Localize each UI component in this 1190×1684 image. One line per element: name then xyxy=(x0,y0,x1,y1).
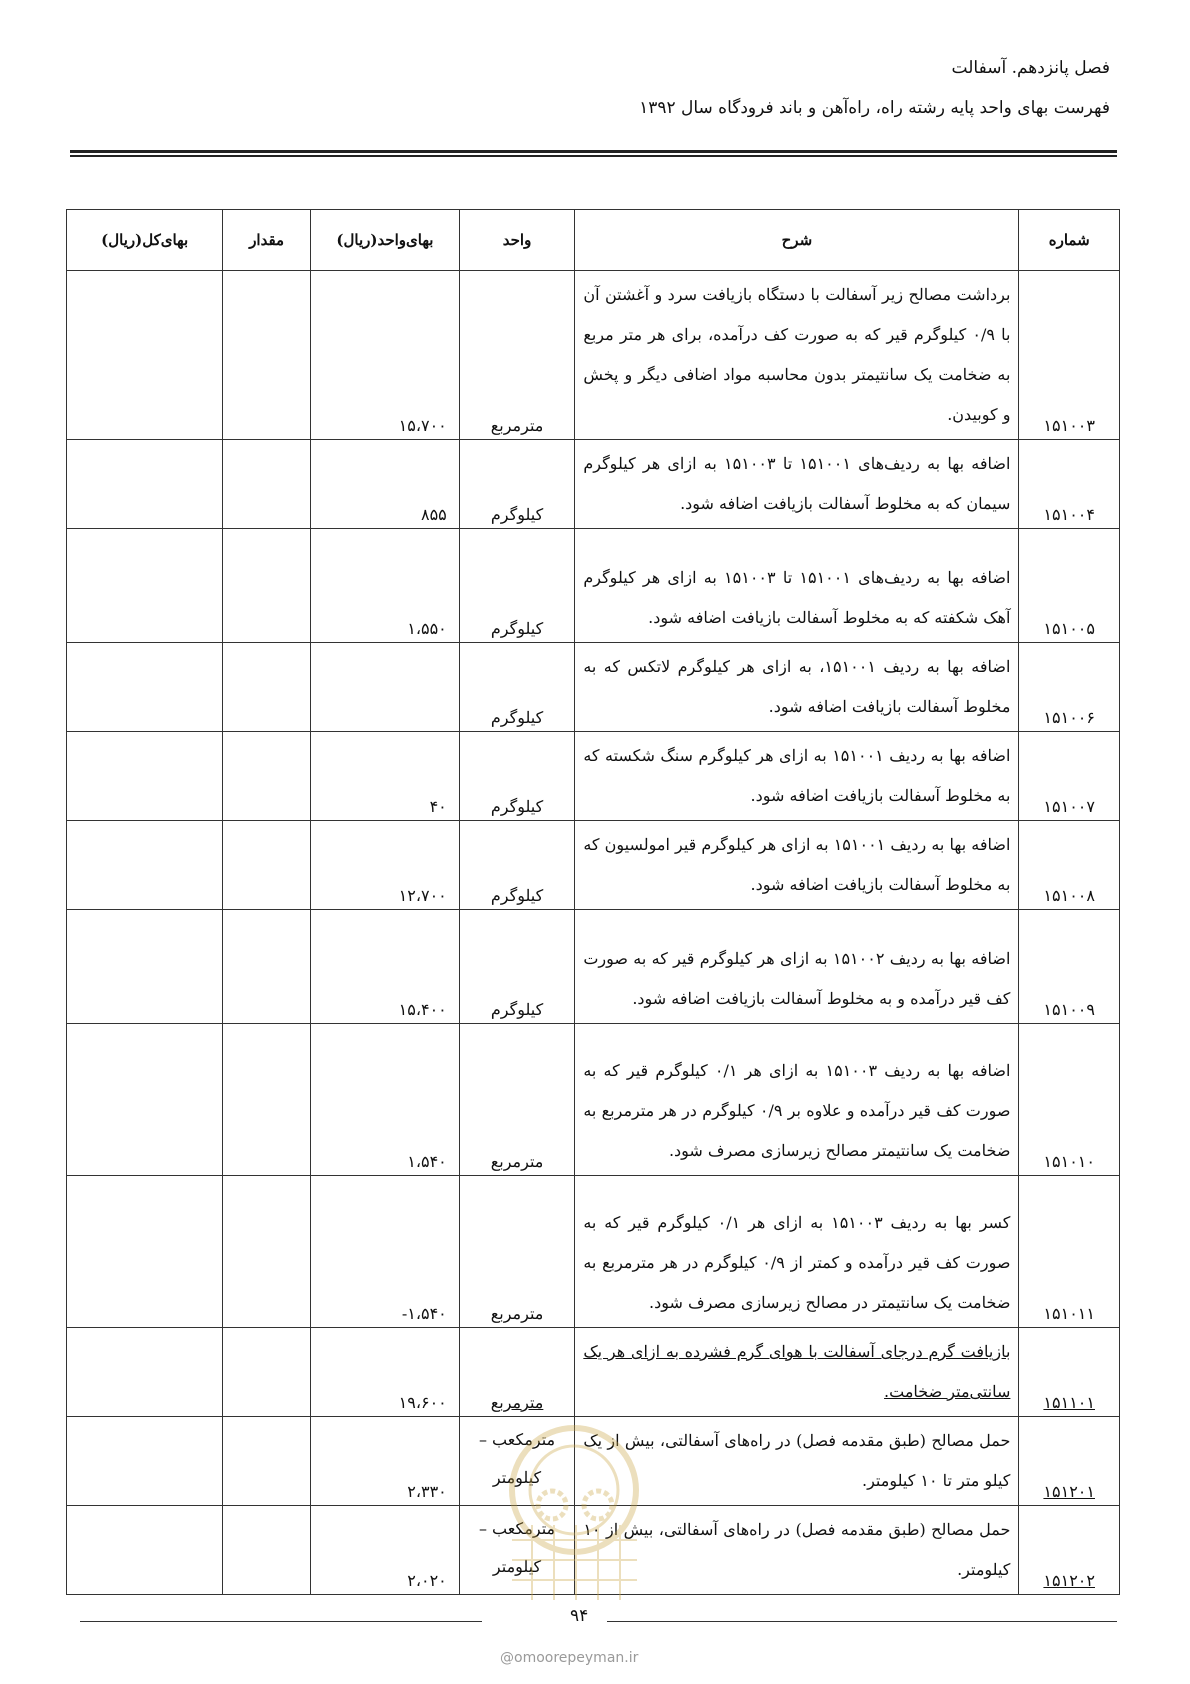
unit-price-value: ۴۰ xyxy=(429,797,447,816)
item-total-price xyxy=(67,821,223,910)
item-code: ۱۵۱۰۱۱ xyxy=(1019,1176,1120,1328)
table-row xyxy=(67,529,1120,643)
item-code: ۱۵۱۰۰۸ xyxy=(1019,821,1120,910)
item-unit: کیلوگرم xyxy=(459,910,575,1024)
table-row xyxy=(67,1506,1120,1595)
item-total-price xyxy=(67,1506,223,1595)
item-code: ۱۵۱۲۰۱ xyxy=(1019,1417,1120,1506)
item-total-price xyxy=(67,271,223,440)
item-total-price xyxy=(67,1024,223,1176)
item-code: ۱۵۱۱۰۱ xyxy=(1019,1328,1120,1417)
item-total-price xyxy=(67,440,223,529)
item-total-price xyxy=(67,910,223,1024)
item-description: کسر بها به ردیف ۱۵۱۰۰۳ به ازای هر ۰/۱ کیلوگرم قیر که به صورت کف قیر درآمده و کمتر از ۰/۹ کیلوگرم در هر مترمربع به ضخامت یک سانتیمتر در مصالح زیرسازی مصرف شود. xyxy=(575,1176,1019,1328)
item-unit-price xyxy=(311,732,460,821)
item-quantity xyxy=(223,821,311,910)
item-description: اضافه بها به ردیف ۱۵۱۰۰۳ به ازای هر ۰/۱ کیلوگرم قیر که به صورت کف قیر درآمده و علاوه بر ۰/۹ کیلوگرم در هر مترمربع به ضخامت یک سانتیمتر مصالح زیرسازی مصرف شود. xyxy=(575,1024,1019,1176)
website-watermark: @omoorepeyman.ir xyxy=(500,1650,639,1666)
item-unit: مترمربع xyxy=(459,1328,575,1417)
item-total-price xyxy=(67,732,223,821)
column-header-total-price: بهای‌کل(ریال) xyxy=(67,210,223,271)
item-quantity xyxy=(223,910,311,1024)
table-row xyxy=(67,1417,1120,1506)
column-header-code: شماره xyxy=(1019,210,1120,271)
item-unit: کیلوگرم xyxy=(459,440,575,529)
item-unit-price xyxy=(311,1176,460,1328)
item-code: ۱۵۱۰۱۰ xyxy=(1019,1024,1120,1176)
item-quantity xyxy=(223,1506,311,1595)
table-row xyxy=(67,910,1120,1024)
item-code: ۱۵۱۲۰۲ xyxy=(1019,1506,1120,1595)
item-description: اضافه بها به ردیف ۱۵۱۰۰۱ به ازای هر کیلوگرم قیر امولسیون که به مخلوط آسفالت بازیافت اضافه شود. xyxy=(575,821,1019,910)
table-row xyxy=(67,1176,1120,1328)
item-quantity xyxy=(223,732,311,821)
column-header-unit-price: بهای‌واحد(ریال) xyxy=(311,210,460,271)
table-row xyxy=(67,732,1120,821)
item-unit-price xyxy=(311,643,460,732)
item-unit-price xyxy=(311,1024,460,1176)
item-total-price xyxy=(67,529,223,643)
item-unit-price xyxy=(311,1506,460,1595)
item-description: برداشت مصالح زیر آسفالت با دستگاه بازیافت سرد و آغشتن آن با ۰/۹ کیلوگرم قیر که به صورت کف درآمده، برای هر متر مربع به ضخامت یک سانتیمتر بدون محاسبه مواد اضافی دیگر و پخش و کوبیدن. xyxy=(575,271,1019,440)
table-header-row xyxy=(67,210,1120,271)
item-quantity xyxy=(223,1024,311,1176)
header-rule-thick xyxy=(70,150,1117,153)
unit-price-value: ۱۲،۷۰۰ xyxy=(398,886,447,905)
item-quantity xyxy=(223,529,311,643)
unit-price-value: ۲،۳۳۰ xyxy=(407,1482,447,1501)
document-subtitle: فهرست بهای واحد پایه رشته راه، راه‌آهن و باند فرودگاه سال ۱۳۹۲ xyxy=(639,98,1110,118)
column-header-quantity: مقدار xyxy=(223,210,311,271)
chapter-title: فصل پانزدهم. آسفالت xyxy=(951,58,1110,78)
item-quantity xyxy=(223,271,311,440)
item-unit-price xyxy=(311,910,460,1024)
table-row xyxy=(67,1024,1120,1176)
item-quantity xyxy=(223,1417,311,1506)
item-code: ۱۵۱۰۰۷ xyxy=(1019,732,1120,821)
item-description: اضافه بها به ردیف ۱۵۱۰۰۱، به ازای هر کیلوگرم لاتکس که به مخلوط آسفالت بازیافت اضافه شود. xyxy=(575,643,1019,732)
item-quantity xyxy=(223,643,311,732)
item-code: ۱۵۱۰۰۴ xyxy=(1019,440,1120,529)
item-quantity xyxy=(223,440,311,529)
item-description: اضافه بها به ردیف ۱۵۱۰۰۲ به ازای هر کیلوگرم قیر که به صورت کف قیر درآمده و به مخلوط آسفالت بازیافت اضافه شود. xyxy=(575,910,1019,1024)
item-code: ۱۵۱۰۰۶ xyxy=(1019,643,1120,732)
column-header-unit: واحد xyxy=(459,210,575,271)
table-row xyxy=(67,1328,1120,1417)
item-unit: کیلوگرم xyxy=(459,529,575,643)
unit-price-value: ۱۹،۶۰۰ xyxy=(398,1393,447,1412)
header-rule-thin xyxy=(70,155,1117,157)
unit-price-value: ۱،۵۴۰ xyxy=(407,1152,447,1171)
item-unit: مترمربع xyxy=(459,271,575,440)
table-row xyxy=(67,821,1120,910)
item-unit: کیلوگرم xyxy=(459,821,575,910)
item-description: اضافه بها به ردیف‌های ۱۵۱۰۰۱ تا ۱۵۱۰۰۳ به ازای هر کیلوگرم سیمان که به مخلوط آسفالت بازیافت اضافه شود. xyxy=(575,440,1019,529)
item-description: حمل مصالح (طبق مقدمه فصل) در راه‌های آسفالتی، بیش از ۱۰ کیلومتر. xyxy=(575,1506,1019,1595)
item-total-price xyxy=(67,1176,223,1328)
unit-price-value: ۱۵،۷۰۰ xyxy=(398,416,447,435)
price-list-table xyxy=(66,209,1120,1595)
item-unit: کیلوگرم xyxy=(459,643,575,732)
item-description: حمل مصالح (طبق مقدمه فصل) در راه‌های آسفالتی، بیش از یک کیلو متر تا ۱۰ کیلومتر. xyxy=(575,1417,1019,1506)
table-row xyxy=(67,440,1120,529)
item-total-price xyxy=(67,643,223,732)
item-unit: مترمکعب – کیلومتر xyxy=(459,1506,575,1595)
item-unit-price xyxy=(311,440,460,529)
item-total-price xyxy=(67,1417,223,1506)
item-code: ۱۵۱۰۰۹ xyxy=(1019,910,1120,1024)
unit-price-value: ۱۵،۴۰۰ xyxy=(398,1000,447,1019)
column-header-description: شرح xyxy=(575,210,1019,271)
item-unit-price xyxy=(311,1328,460,1417)
table-row xyxy=(67,271,1120,440)
item-unit: مترمربع xyxy=(459,1024,575,1176)
item-code: ۱۵۱۰۰۳ xyxy=(1019,271,1120,440)
unit-price-value: -۱،۵۴۰ xyxy=(401,1304,447,1323)
item-quantity xyxy=(223,1176,311,1328)
item-quantity xyxy=(223,1328,311,1417)
item-unit-price xyxy=(311,271,460,440)
item-total-price xyxy=(67,1328,223,1417)
page-number: ۹۴ xyxy=(570,1606,589,1626)
footer-rule-right xyxy=(607,1621,1117,1622)
item-unit: مترمربع xyxy=(459,1176,575,1328)
unit-price-value: ۱،۵۵۰ xyxy=(407,619,447,638)
item-description: اضافه بها به ردیف‌های ۱۵۱۰۰۱ تا ۱۵۱۰۰۳ به ازای هر کیلوگرم آهک شکفته که به مخلوط آسفالت بازیافت اضافه شود. xyxy=(575,529,1019,643)
item-unit: کیلوگرم xyxy=(459,732,575,821)
unit-price-value: ۲،۰۲۰ xyxy=(407,1571,447,1590)
table-row xyxy=(67,643,1120,732)
item-description: بازیافت گرم درجای آسفالت با هوای گرم فشرده به ازای هر یک سانتی‌متر ضخامت. xyxy=(575,1328,1019,1417)
item-unit-price xyxy=(311,1417,460,1506)
unit-price-value: ۸۵۵ xyxy=(420,505,447,524)
item-unit: مترمکعب – کیلومتر xyxy=(459,1417,575,1506)
footer-rule-left xyxy=(80,1621,482,1622)
item-unit-price xyxy=(311,529,460,643)
item-code: ۱۵۱۰۰۵ xyxy=(1019,529,1120,643)
item-description: اضافه بها به ردیف ۱۵۱۰۰۱ به ازای هر کیلوگرم سنگ شکسته که به مخلوط آسفالت بازیافت اضافه شود. xyxy=(575,732,1019,821)
item-unit-price xyxy=(311,821,460,910)
